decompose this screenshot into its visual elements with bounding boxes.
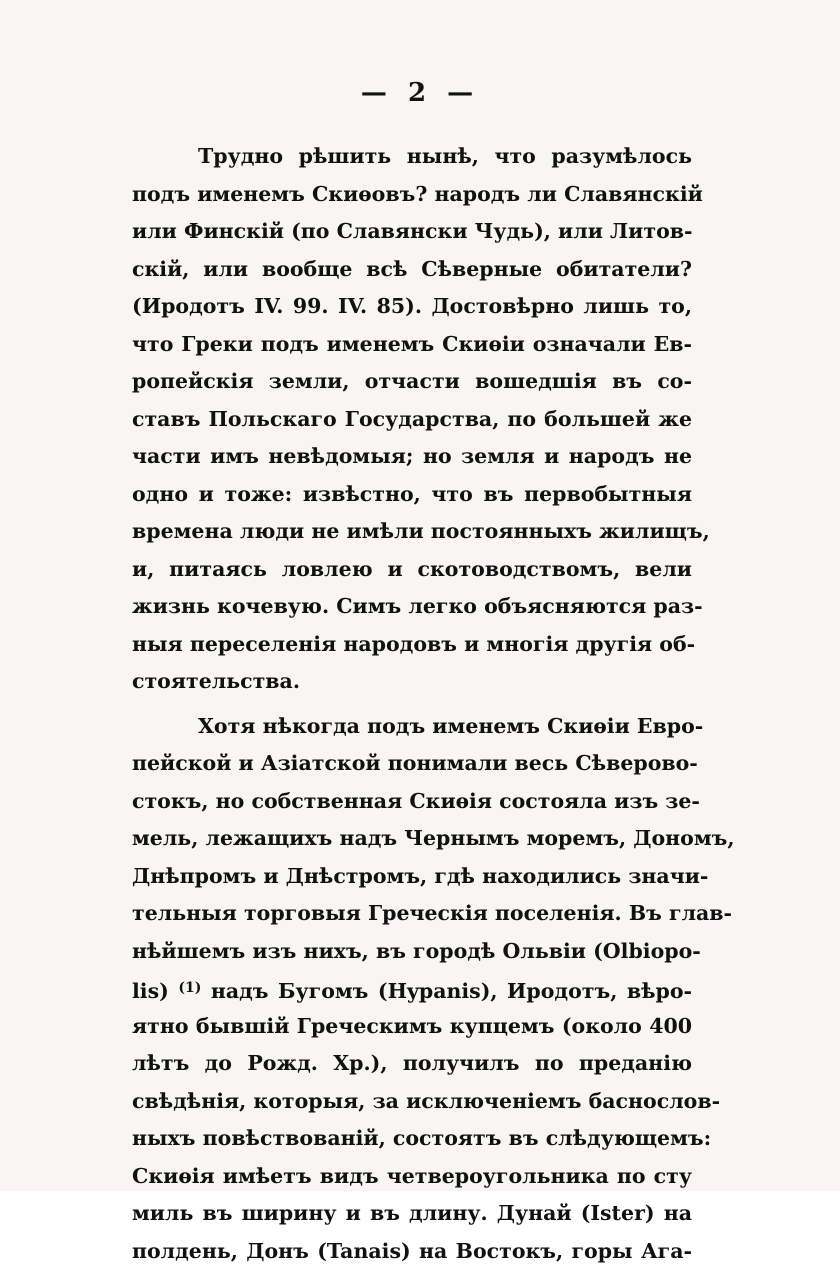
text-fragment: lis) bbox=[132, 979, 169, 1003]
footnote-marker: (1) bbox=[178, 980, 201, 996]
text-line: пейской и Азіатской понимали весь Сѣверово- bbox=[132, 745, 692, 783]
text-line: тельныя торговыя Греческія поселенія. Въ глав- bbox=[132, 895, 692, 933]
text-line: ныя переселенія народовъ и многія другія об- bbox=[132, 626, 692, 664]
text-line: что Греки подъ именемъ Скиѳіи означали Ев- bbox=[132, 326, 692, 364]
paragraph bbox=[132, 708, 692, 1270]
text-line: части имъ невѣдомыя; но земля и народъ не bbox=[132, 438, 692, 476]
text-line: миль въ ширину и въ длину. Дунай (Ister) на bbox=[132, 1195, 692, 1233]
page-number: — 2 — bbox=[0, 78, 840, 108]
text-line: полдень, Донъ (Tanais) на Востокъ, горы Ага- bbox=[132, 1233, 692, 1270]
text-line: времена люди не имѣли постоянныхъ жилищъ, bbox=[132, 513, 692, 551]
text-line-with-footnote bbox=[132, 970, 692, 1008]
text-line: мель, лежащихъ надъ Чернымъ моремъ, Дономъ, bbox=[132, 820, 692, 858]
text-fragment: надъ Бугомъ (Hypanis), Иродотъ, вѣро- bbox=[211, 979, 692, 1003]
text-line: ныхъ повѣствованій, состоятъ въ слѣдующемъ: bbox=[132, 1120, 692, 1158]
text-line: одно и тоже: извѣстно, что въ первобытныя bbox=[132, 476, 692, 514]
text-line: нѣйшемъ изъ нихъ, въ городѣ Ольвіи (Olbiopo- bbox=[132, 933, 692, 971]
text-line: лѣтъ до Рожд. Хр.), получилъ по преданію bbox=[132, 1045, 692, 1083]
text-line: жизнь кочевую. Симъ легко объясняются раз- bbox=[132, 588, 692, 626]
text-line: Хотя нѣкогда подъ именемъ Скиѳіи Евро- bbox=[132, 708, 692, 746]
text-line: подъ именемъ Скиѳовъ? народъ ли Славянскій bbox=[132, 176, 692, 214]
text-line: стоятельства. bbox=[132, 663, 692, 701]
paragraph bbox=[132, 138, 692, 701]
text-line: Скиѳія имѣетъ видъ четвероугольника по сту bbox=[132, 1158, 692, 1196]
text-line: и, питаясь ловлею и скотоводствомъ, вели bbox=[132, 551, 692, 589]
body-text bbox=[132, 138, 692, 1270]
text-line: Трудно рѣшить нынѣ, что разумѣлось bbox=[132, 138, 692, 176]
text-line: Днѣпромъ и Днѣстромъ, гдѣ находились значи- bbox=[132, 858, 692, 896]
text-line: скій, или вообще всѣ Сѣверные обитатели? bbox=[132, 251, 692, 289]
text-line: (Иродотъ IV. 99. IV. 85). Достовѣрно лишь то, bbox=[132, 288, 692, 326]
text-line: ятно бывшій Греческимъ купцемъ (около 400 bbox=[132, 1008, 692, 1046]
text-line: или Финскій (по Славянски Чудь), или Литов- bbox=[132, 213, 692, 251]
text-line: стокъ, но собственная Скиѳія состояла изъ зе- bbox=[132, 783, 692, 821]
text-line: ропейскія земли, отчасти вошедшія въ со- bbox=[132, 363, 692, 401]
text-line: свѣдѣнія, которыя, за исключеніемъ баснослов- bbox=[132, 1083, 692, 1121]
text-line: ставъ Польскаго Государства, по большей же bbox=[132, 401, 692, 439]
